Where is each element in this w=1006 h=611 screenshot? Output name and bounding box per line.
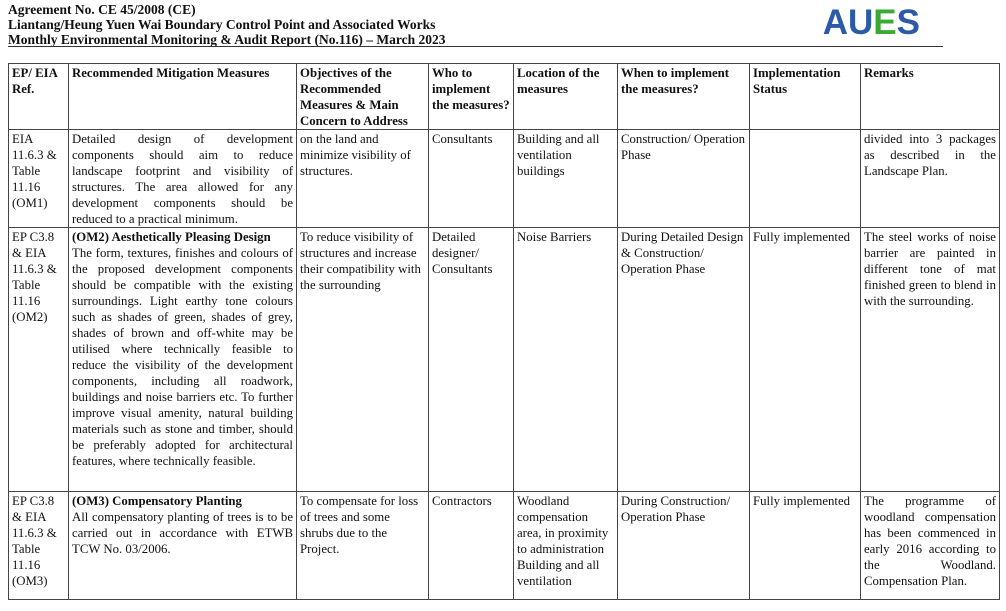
measure-text: Detailed design of development components should aim to reduce landscape footprint and visibility of structures. The area allowed for any development components should be reduced to a practical minimum. xyxy=(72,132,293,226)
cell-objective: on the land and minimize visibility of structures. xyxy=(297,130,429,228)
cell-status: Fully implemented xyxy=(750,492,861,600)
col-header-when: When to implement the measures? xyxy=(618,64,750,130)
document-header xyxy=(8,2,998,46)
col-header-ref: EP/ EIA Ref. xyxy=(9,64,69,130)
cell-objective: To reduce visibility of structures and increase their compatibility with the surrounding xyxy=(297,228,429,492)
cell-location: Building and all ventilation buildings xyxy=(514,130,618,228)
mitigation-measures-table xyxy=(8,63,1000,600)
cell-ref: EIA 11.6.3 & Table 11.16 (OM1) xyxy=(9,130,69,228)
aues-logo: AUES xyxy=(822,3,920,42)
cell-ref: EP C3.8 & EIA 11.6.3 & Table 11.16 (OM3) xyxy=(9,492,69,600)
cell-remarks: divided into 3 packages as described in the Landscape Plan. xyxy=(861,130,1000,228)
measure-text: All compensatory planting of trees is to be carried out in accordance with ETWB TCW No. 03/2006. xyxy=(72,510,293,556)
cell-remarks: The steel works of noise barrier are painted in different tone of mat finished green to blend in with the surrounding. xyxy=(861,228,1000,492)
col-header-measures: Recommended Mitigation Measures xyxy=(69,64,297,130)
cell-measure xyxy=(69,130,297,228)
agreement-number: Agreement No. CE 45/2008 (CE) xyxy=(8,2,196,17)
cell-measure xyxy=(69,228,297,492)
col-header-objectives: Objectives of the Recommended Measures & Main Concern to Address xyxy=(297,64,429,130)
table-header-row xyxy=(9,64,1000,130)
cell-when: During Detailed Design & Construction/ Operation Phase xyxy=(618,228,750,492)
cell-when: Construction/ Operation Phase xyxy=(618,130,750,228)
col-header-status: Implementation Status xyxy=(750,64,861,130)
report-title: Monthly Environmental Monitoring & Audit Report (No.116) – March 2023 xyxy=(8,32,446,47)
table-row xyxy=(9,130,1000,228)
measure-title: (OM2) Aesthetically Pleasing Design xyxy=(72,230,271,244)
col-header-location: Location of the measures xyxy=(514,64,618,130)
measure-title: (OM3) Compensatory Planting xyxy=(72,494,242,508)
cell-ref: EP C3.8 & EIA 11.6.3 & Table 11.16 (OM2) xyxy=(9,228,69,492)
col-header-remarks: Remarks xyxy=(861,64,1000,130)
project-title: Liantang/Heung Yuen Wai Boundary Control Point and Associated Works xyxy=(8,17,436,32)
table-row xyxy=(9,228,1000,492)
col-header-who: Who to implement the measures? xyxy=(429,64,514,130)
measure-text: The form, textures, finishes and colours of the proposed development components should be compatible with the existing surroundings. Light earthy tone colours such as shades of green, shades of grey, shades of brown and off-white may be utilised where technically feasible to reduce the visibility of the development components, including all roadwork, buildings and noise barriers etc. To further improve visual amenity, natural building materials such as stone and timber, should be preferably adopted for architectural features, where technically feasible. xyxy=(72,246,293,468)
cell-who: Consultants xyxy=(429,130,514,228)
cell-location: Noise Barriers xyxy=(514,228,618,492)
header-divider xyxy=(8,46,943,47)
cell-when: During Construction/ Operation Phase xyxy=(618,492,750,600)
cell-remarks: The programme of woodland compensation has been commenced in early 2016 according to the Woodland. Compensation Plan. xyxy=(861,492,1000,600)
cell-objective: To compensate for loss of trees and some shrubs due to the Project. xyxy=(297,492,429,600)
cell-who: Contractors xyxy=(429,492,514,600)
cell-measure xyxy=(69,492,297,600)
cell-status xyxy=(750,130,861,228)
cell-location: Woodland compensation area, in proximity to administration Building and all ventilation xyxy=(514,492,618,600)
cell-status: Fully implemented xyxy=(750,228,861,492)
table-row xyxy=(9,492,1000,600)
cell-who: Detailed designer/ Consultants xyxy=(429,228,514,492)
